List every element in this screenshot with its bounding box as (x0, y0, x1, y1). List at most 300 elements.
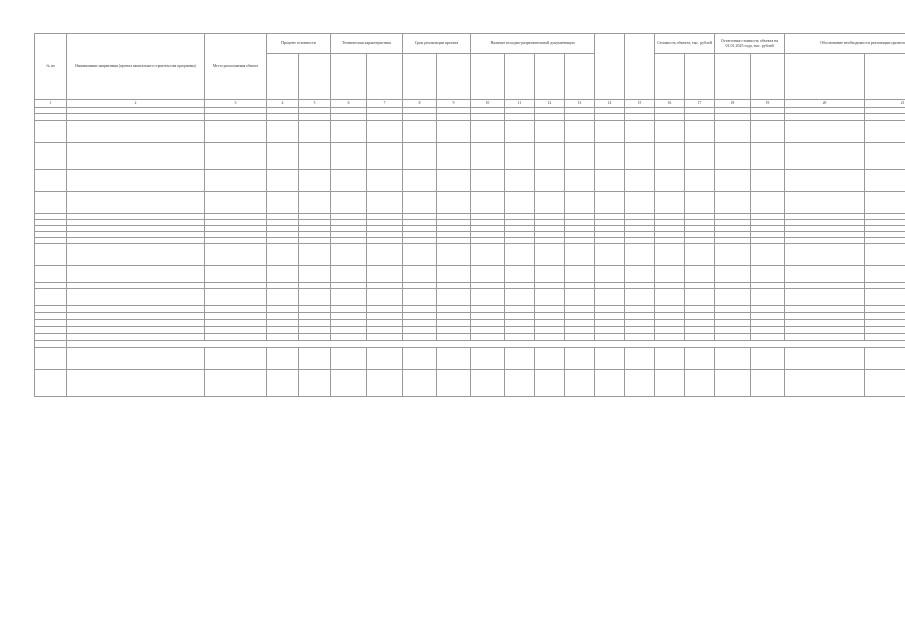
column-number: 12 (535, 100, 565, 108)
column-number: 6 (331, 100, 367, 108)
column-number: 11 (505, 100, 535, 108)
cell (751, 143, 785, 170)
cell (625, 266, 655, 283)
cell (685, 170, 715, 192)
row-name (67, 289, 205, 306)
cell (595, 313, 625, 320)
cell (595, 348, 625, 370)
cell (205, 121, 267, 143)
cell (205, 170, 267, 192)
cell (751, 306, 785, 313)
cell (751, 244, 785, 266)
cell (655, 327, 685, 334)
cell (715, 320, 751, 327)
cell (367, 320, 403, 327)
table-row (35, 341, 905, 348)
cell (331, 289, 367, 306)
cell (565, 370, 595, 397)
cell (331, 170, 367, 192)
cell (865, 143, 905, 170)
row-name (67, 192, 205, 214)
column-number: 18 (715, 100, 751, 108)
cell (205, 192, 267, 214)
header-sub (715, 54, 751, 100)
header-sub (655, 54, 685, 100)
cell (655, 348, 685, 370)
cell (785, 170, 865, 192)
row-number (35, 348, 67, 370)
cell (437, 313, 471, 320)
cell (437, 266, 471, 283)
cell (715, 192, 751, 214)
cell (785, 143, 865, 170)
cell (437, 143, 471, 170)
cell (751, 334, 785, 341)
cell (437, 244, 471, 266)
cell (505, 192, 535, 214)
cell (751, 170, 785, 192)
cell (655, 170, 685, 192)
header-group-term: Срок реализации проекта (403, 34, 471, 54)
column-number: 14 (595, 100, 625, 108)
cell (437, 121, 471, 143)
row-name (67, 306, 205, 313)
cell (865, 370, 905, 397)
header-group-tech: Техническая характеристика (331, 34, 403, 54)
cell (535, 121, 565, 143)
column-number: 4 (267, 100, 299, 108)
cell (565, 114, 595, 121)
cell (299, 114, 331, 121)
cell (205, 320, 267, 327)
cell (267, 121, 299, 143)
column-number: 15 (625, 100, 655, 108)
cell (625, 306, 655, 313)
cell (865, 114, 905, 121)
cell (685, 320, 715, 327)
cell (205, 327, 267, 334)
column-number: 9 (437, 100, 471, 108)
cell (471, 170, 505, 192)
cell (505, 313, 535, 320)
cell (785, 306, 865, 313)
cell (595, 143, 625, 170)
cell (331, 306, 367, 313)
cell (535, 170, 565, 192)
cell (655, 143, 685, 170)
cell (403, 320, 437, 327)
cell (625, 370, 655, 397)
cell (331, 320, 367, 327)
cell (267, 306, 299, 313)
cell (685, 334, 715, 341)
cell (403, 313, 437, 320)
cell (565, 320, 595, 327)
header-sub (535, 54, 565, 100)
cell (437, 114, 471, 121)
cell (655, 320, 685, 327)
cell (595, 121, 625, 143)
cell (785, 121, 865, 143)
cell (331, 334, 367, 341)
table-row (35, 370, 905, 397)
cell (331, 370, 367, 397)
row-name (67, 320, 205, 327)
cell (655, 121, 685, 143)
header-sub (299, 54, 331, 100)
cell (205, 313, 267, 320)
cell (865, 313, 905, 320)
cell (535, 334, 565, 341)
cell (785, 244, 865, 266)
cell (205, 266, 267, 283)
header-group-cost: Стоимость объекта, тыс. рублей (655, 34, 715, 54)
cell (751, 370, 785, 397)
cell (715, 114, 751, 121)
row-name (67, 143, 205, 170)
cell (685, 306, 715, 313)
row-name (67, 348, 205, 370)
cell (685, 192, 715, 214)
cell (535, 370, 565, 397)
cell (267, 143, 299, 170)
cell (267, 327, 299, 334)
cell (625, 289, 655, 306)
cell (565, 313, 595, 320)
row-name (67, 244, 205, 266)
cell (299, 306, 331, 313)
header-sub (865, 54, 905, 100)
cell (299, 289, 331, 306)
cell (715, 244, 751, 266)
cell (505, 334, 535, 341)
cell (267, 192, 299, 214)
cell (655, 370, 685, 397)
cell (785, 313, 865, 320)
cell (865, 289, 905, 306)
header-location: Место расположения объекта (205, 34, 267, 100)
cell (267, 320, 299, 327)
cell (715, 289, 751, 306)
column-number-row (35, 100, 905, 108)
cell (625, 320, 655, 327)
cell (655, 266, 685, 283)
row-number (35, 320, 67, 327)
header-sub (785, 54, 865, 100)
cell (751, 289, 785, 306)
cell (565, 348, 595, 370)
row-number (35, 334, 67, 341)
row-name (67, 313, 205, 320)
cell (437, 192, 471, 214)
cell (205, 244, 267, 266)
cell (685, 348, 715, 370)
cell (535, 114, 565, 121)
row-number (35, 143, 67, 170)
table-row (35, 170, 905, 192)
row-number (35, 327, 67, 334)
cell (655, 192, 685, 214)
cell (565, 170, 595, 192)
document-page (34, 33, 905, 633)
header-group-readiness: Процент готовности (267, 34, 331, 54)
cell (751, 327, 785, 334)
row-number (35, 121, 67, 143)
cell (565, 327, 595, 334)
column-number: 20 (785, 100, 865, 108)
column-number: 21 (865, 100, 905, 108)
cell (595, 266, 625, 283)
cell (715, 348, 751, 370)
cell (865, 266, 905, 283)
header-group-docs: Наличие исходно-разрешительной документации (471, 34, 595, 54)
cell (505, 143, 535, 170)
cell (715, 266, 751, 283)
cell (785, 320, 865, 327)
cell (535, 266, 565, 283)
header-sub (565, 54, 595, 100)
cell (267, 244, 299, 266)
cell (367, 289, 403, 306)
cell (505, 306, 535, 313)
cell (865, 348, 905, 370)
cell (505, 170, 535, 192)
cell (267, 289, 299, 306)
row-number (35, 244, 67, 266)
header-sub (331, 54, 367, 100)
row-number (35, 370, 67, 397)
cell (267, 370, 299, 397)
row-number (35, 170, 67, 192)
cell (205, 306, 267, 313)
row-number (35, 266, 67, 283)
header-group-residual: Остаточная стоимость объекта на 01.01.2025 года, тыс. рублей (715, 34, 785, 54)
column-number: 16 (655, 100, 685, 108)
investment-program-table (34, 33, 905, 397)
cell (595, 306, 625, 313)
column-number: 3 (205, 100, 267, 108)
cell (367, 143, 403, 170)
cell (685, 143, 715, 170)
cell (331, 192, 367, 214)
cell (655, 114, 685, 121)
cell (471, 327, 505, 334)
cell (331, 266, 367, 283)
cell (299, 327, 331, 334)
cell (299, 192, 331, 214)
cell (595, 289, 625, 306)
row-name (67, 114, 205, 121)
cell (655, 334, 685, 341)
header-row-no: № пп (35, 34, 67, 100)
cell (535, 289, 565, 306)
section-title (67, 341, 905, 348)
cell (299, 266, 331, 283)
cell (367, 313, 403, 320)
row-name (67, 121, 205, 143)
cell (403, 327, 437, 334)
cell (625, 244, 655, 266)
cell (299, 244, 331, 266)
cell (403, 306, 437, 313)
cell (751, 313, 785, 320)
cell (865, 327, 905, 334)
cell (331, 143, 367, 170)
cell (471, 143, 505, 170)
header-sub (403, 54, 437, 100)
cell (367, 348, 403, 370)
cell (267, 114, 299, 121)
cell (331, 121, 367, 143)
cell (505, 244, 535, 266)
cell (865, 121, 905, 143)
column-number: 10 (471, 100, 505, 108)
cell (367, 121, 403, 143)
cell (505, 327, 535, 334)
cell (471, 320, 505, 327)
cell (505, 289, 535, 306)
row-number (35, 306, 67, 313)
cell (595, 370, 625, 397)
cell (535, 320, 565, 327)
column-number: 19 (751, 100, 785, 108)
column-number: 5 (299, 100, 331, 108)
table-row (35, 348, 905, 370)
cell (437, 306, 471, 313)
table-row (35, 289, 905, 306)
row-number (35, 114, 67, 121)
cell (267, 170, 299, 192)
cell (205, 114, 267, 121)
cell (785, 334, 865, 341)
cell (367, 334, 403, 341)
cell (685, 114, 715, 121)
header-group-14 (595, 34, 625, 100)
cell (403, 170, 437, 192)
row-name (67, 327, 205, 334)
header-sub (437, 54, 471, 100)
cell (367, 327, 403, 334)
column-number: 2 (67, 100, 205, 108)
cell (471, 306, 505, 313)
cell (403, 289, 437, 306)
cell (403, 244, 437, 266)
cell (299, 121, 331, 143)
cell (403, 114, 437, 121)
cell (367, 192, 403, 214)
cell (865, 334, 905, 341)
cell (865, 244, 905, 266)
cell (595, 192, 625, 214)
cell (471, 348, 505, 370)
cell (437, 348, 471, 370)
header-group-justification: Обоснование необходимости реализации проекта (785, 34, 905, 54)
table-row (35, 266, 905, 283)
cell (535, 327, 565, 334)
column-number: 7 (367, 100, 403, 108)
cell (367, 170, 403, 192)
cell (685, 313, 715, 320)
cell (299, 170, 331, 192)
cell (331, 114, 367, 121)
cell (751, 320, 785, 327)
cell (685, 289, 715, 306)
cell (403, 348, 437, 370)
cell (505, 348, 535, 370)
cell (685, 266, 715, 283)
cell (471, 289, 505, 306)
cell (715, 327, 751, 334)
cell (865, 170, 905, 192)
cell (655, 289, 685, 306)
cell (299, 143, 331, 170)
cell (205, 348, 267, 370)
cell (655, 313, 685, 320)
cell (715, 170, 751, 192)
cell (471, 266, 505, 283)
cell (685, 370, 715, 397)
cell (785, 348, 865, 370)
cell (367, 266, 403, 283)
cell (751, 192, 785, 214)
cell (785, 289, 865, 306)
table-row (35, 334, 905, 341)
cell (471, 370, 505, 397)
table-row (35, 121, 905, 143)
cell (471, 121, 505, 143)
row-number (35, 313, 67, 320)
cell (595, 114, 625, 121)
cell (267, 334, 299, 341)
header-sub (471, 54, 505, 100)
cell (505, 114, 535, 121)
header-sub (505, 54, 535, 100)
cell (331, 327, 367, 334)
cell (785, 327, 865, 334)
cell (535, 143, 565, 170)
cell (437, 370, 471, 397)
cell (715, 121, 751, 143)
cell (625, 327, 655, 334)
cell (535, 313, 565, 320)
table-row (35, 313, 905, 320)
column-number: 13 (565, 100, 595, 108)
row-name (67, 334, 205, 341)
cell (205, 143, 267, 170)
cell (367, 370, 403, 397)
cell (331, 313, 367, 320)
header-sub (367, 54, 403, 100)
cell (331, 244, 367, 266)
cell (625, 121, 655, 143)
row-name (67, 170, 205, 192)
cell (471, 334, 505, 341)
section-number (35, 341, 67, 348)
cell (299, 320, 331, 327)
column-number: 8 (403, 100, 437, 108)
table-row (35, 320, 905, 327)
cell (785, 114, 865, 121)
cell (655, 244, 685, 266)
cell (565, 334, 595, 341)
cell (715, 143, 751, 170)
cell (471, 313, 505, 320)
cell (865, 192, 905, 214)
cell (535, 306, 565, 313)
cell (437, 170, 471, 192)
table-row (35, 192, 905, 214)
table-row (35, 306, 905, 313)
